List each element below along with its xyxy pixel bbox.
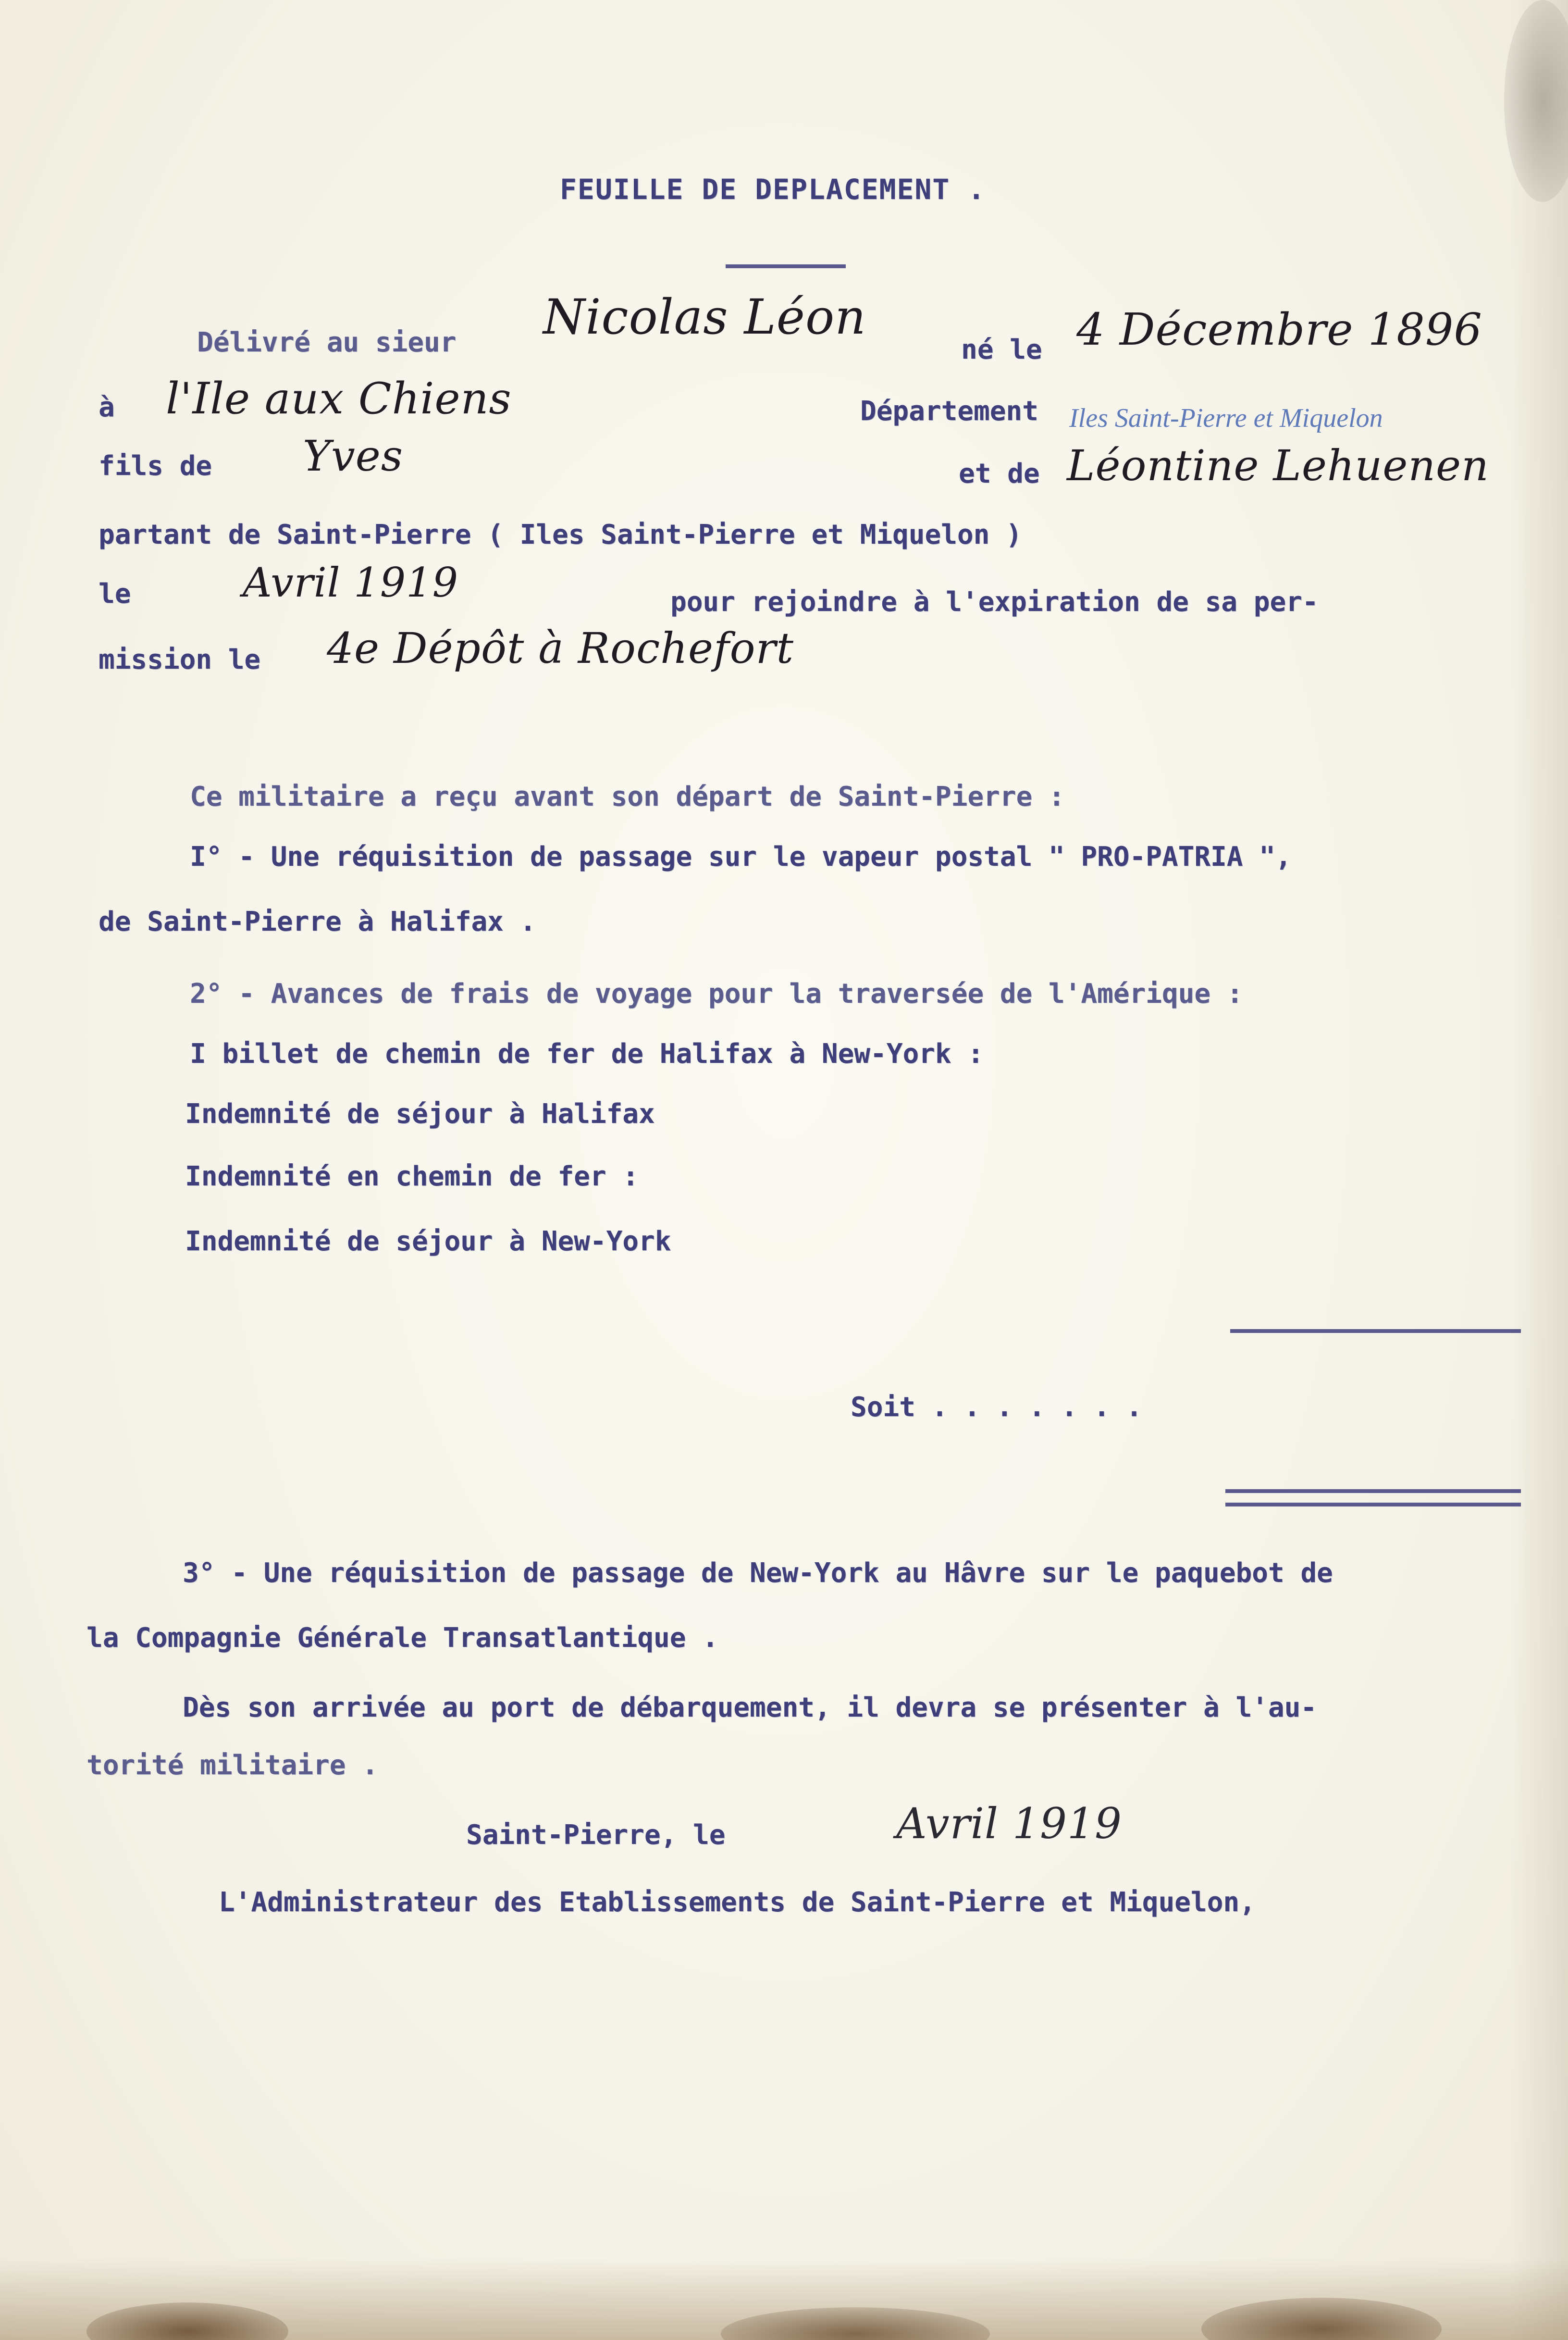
mission-destination: 4e Dépôt à Rochefort — [327, 623, 794, 673]
item1-line2: de Saint-Pierre à Halifax . — [99, 906, 536, 937]
departing-line: partant de Saint-Pierre ( Iles Saint-Pierre et Miquelon ) — [99, 519, 1022, 550]
delivered-label: Délivré au sieur — [197, 327, 457, 358]
mission-label: mission le — [99, 644, 261, 675]
title-underline — [726, 264, 846, 268]
document-title: FEUILLE DE DEPLACEMENT . — [560, 173, 986, 206]
item3-line1: 3° - Une réquisition de passage de New-York au Hâvre sur le paquebot de — [183, 1557, 1333, 1589]
father-name: Yves — [303, 431, 404, 481]
department-label: Département — [860, 396, 1038, 427]
rejoin-text: pour rejoindre à l'expiration de sa per- — [670, 586, 1319, 618]
born-date: 4 Décembre 1896 — [1076, 304, 1482, 355]
mother-name: Léontine Lehuenen — [1067, 441, 1489, 490]
son-of-label: fils de — [99, 450, 212, 482]
double-rule-top — [1225, 1489, 1521, 1493]
arrival-line2: torité militaire . — [86, 1750, 378, 1781]
soit-text: Soit . . . . . . . — [851, 1392, 1142, 1423]
place-date-label: Saint-Pierre, le — [466, 1819, 726, 1851]
item2-line1: 2° - Avances de frais de voyage pour la traversée de l'Amérique : — [190, 978, 1243, 1009]
item2-line2: I billet de chemin de fer de Halifax à New-York : — [190, 1038, 984, 1070]
delivered-name: Nicolas Léon — [543, 289, 866, 345]
received-intro: Ce militaire a reçu avant son départ de Saint-Pierre : — [190, 781, 1065, 812]
total-rule — [1230, 1329, 1521, 1333]
birth-place: l'Ile aux Chiens — [166, 373, 512, 424]
item2-line3: Indemnité de séjour à Halifax — [185, 1098, 655, 1130]
place-prefix: à — [99, 392, 115, 423]
department-stamp: Iles Saint-Pierre et Miquelon — [1069, 403, 1383, 433]
paper-edge-shadow — [1510, 0, 1568, 2340]
and-of-label: et de — [959, 458, 1040, 489]
born-label: né le — [961, 334, 1042, 365]
signature-date: Avril 1919 — [896, 1799, 1122, 1848]
item3-line2: la Compagnie Générale Transatlantique . — [86, 1622, 718, 1654]
item2-line5: Indemnité de séjour à New-York — [185, 1226, 671, 1257]
arrival-line1: Dès son arrivée au port de débarquement, il devra se présenter à l'au- — [183, 1692, 1317, 1723]
administrator-line: L'Administrateur des Etablissements de Saint-Pierre et Miquelon, — [219, 1887, 1256, 1918]
double-rule-bottom — [1225, 1503, 1521, 1506]
item1-line1: I° - Une réquisition de passage sur le vapeur postal " PRO-PATRIA ", — [190, 841, 1292, 872]
le-label: le — [99, 578, 131, 610]
departure-date: Avril 1919 — [243, 559, 459, 606]
item2-line4: Indemnité en chemin de fer : — [185, 1161, 639, 1192]
